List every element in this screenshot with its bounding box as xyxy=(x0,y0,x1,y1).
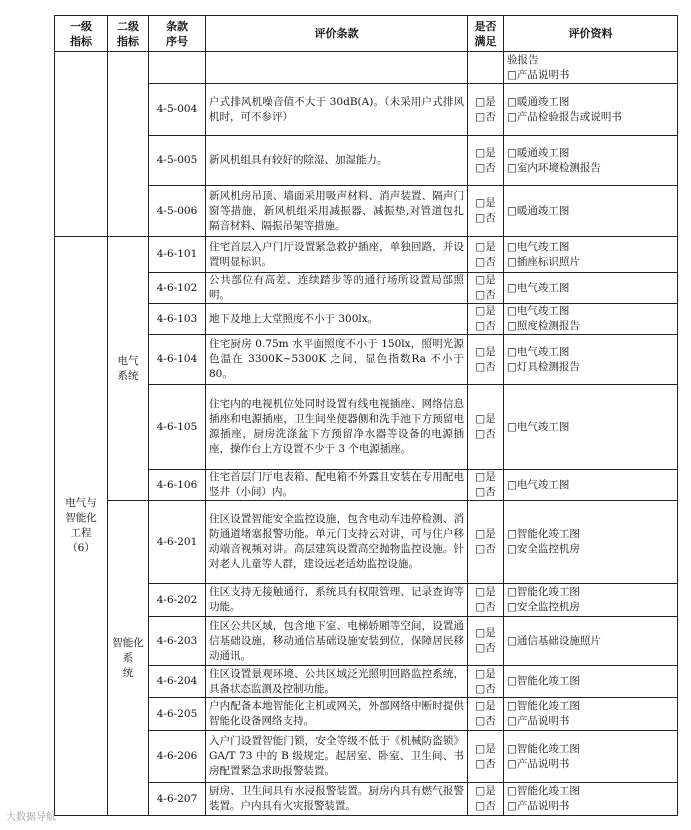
clause-text: 住区支持无接触通行，系统具有权限管理、记录查询等功能。 xyxy=(206,584,468,617)
table-row xyxy=(55,501,678,584)
no-checkbox[interactable]: □否 xyxy=(475,682,496,695)
material-checkbox[interactable]: □电气竣工图 xyxy=(507,478,570,491)
material-checkbox[interactable]: □产品说明书 xyxy=(507,757,570,770)
table-row xyxy=(55,136,678,186)
table-row xyxy=(55,783,678,816)
header-row xyxy=(55,16,678,52)
no-checkbox[interactable]: □否 xyxy=(475,486,496,498)
table-row xyxy=(55,52,678,84)
satisfied-check-cell xyxy=(468,470,504,501)
material-item: 验报告 xyxy=(507,53,539,66)
watermark-text: 大数据导航 xyxy=(6,812,56,823)
no-checkbox[interactable]: □否 xyxy=(475,255,496,268)
table-row xyxy=(55,84,678,136)
material-checkbox[interactable]: □插座标识照片 xyxy=(507,255,580,268)
header-satisfied: 是否 满足 xyxy=(468,16,504,52)
clause-code: 4-6-201 xyxy=(149,501,206,584)
clause-code: 4-5-004 xyxy=(149,84,206,136)
clause-code: 4-6-105 xyxy=(149,385,206,470)
satisfied-check-cell xyxy=(468,731,504,783)
satisfied-check-cell xyxy=(468,617,504,666)
table-row xyxy=(55,617,678,666)
materials-cell xyxy=(504,385,678,470)
yes-checkbox[interactable]: □是 xyxy=(475,742,496,755)
no-checkbox[interactable]: □否 xyxy=(475,800,496,812)
satisfied-check-cell xyxy=(468,385,504,470)
table-row xyxy=(55,470,678,501)
materials-cell xyxy=(504,273,678,304)
table-row xyxy=(55,385,678,470)
material-checkbox[interactable]: □暖通竣工图 xyxy=(507,95,570,108)
material-checkbox[interactable]: □通信基础设施照片 xyxy=(507,634,601,647)
materials-cell xyxy=(504,136,678,186)
materials-cell xyxy=(504,501,678,584)
materials-cell xyxy=(504,666,678,698)
materials-cell xyxy=(504,237,678,273)
yes-checkbox[interactable]: □是 xyxy=(475,274,496,286)
material-checkbox[interactable]: □产品说明书 xyxy=(507,715,570,727)
yes-checkbox[interactable]: □是 xyxy=(475,586,496,598)
table-row xyxy=(55,304,678,335)
clause-cell xyxy=(206,52,468,84)
material-checkbox[interactable]: □电气竣工图 xyxy=(507,281,570,294)
yes-checkbox[interactable]: □是 xyxy=(475,528,496,540)
clause-code: 4-6-101 xyxy=(149,237,206,273)
materials-cell xyxy=(504,186,678,237)
no-checkbox[interactable]: □否 xyxy=(475,320,496,332)
header-materials: 评价资料 xyxy=(504,16,678,52)
clause-text: 住宅首层入户门厅设置紧急救护插座，单独回路，并设置明显标识。 xyxy=(206,237,468,273)
table-row xyxy=(55,666,678,698)
clause-text: 住宅厨房 0.75m 水平面照度不小于 150lx，照明光源色温在 3300K~5300K 之间，显色指数Ra 不小于 80。 xyxy=(206,335,468,385)
clause-text: 住区设置智能安全监控设施，包含电动车违停检测、消防通道堵塞报警功能。单元门支持云对讲，可与住户移动端音视频对讲。高层建筑设置高空抛物监控设施。针对老人儿童等人群，建设远老适幼监控设施。 xyxy=(206,501,468,584)
clause-code: 4-5-006 xyxy=(149,186,206,237)
materials-cell xyxy=(504,731,678,783)
yes-checkbox[interactable]: □是 xyxy=(475,305,496,317)
yes-checkbox[interactable]: □是 xyxy=(475,785,496,797)
level1-cell-electrical-smart: 电气与 智能化 工程 （6） xyxy=(55,237,108,816)
table-row xyxy=(55,237,678,273)
level2-cell-hvac xyxy=(108,52,149,237)
header-level2: 二级 指标 xyxy=(108,16,149,52)
material-checkbox[interactable]: □智能化竣工图 xyxy=(507,700,580,712)
yes-checkbox[interactable]: □是 xyxy=(475,197,496,209)
material-checkbox[interactable]: □电气竣工图 xyxy=(507,345,570,358)
header-clause: 评价条款 xyxy=(206,16,468,52)
table-row xyxy=(55,584,678,617)
satisfied-check-cell xyxy=(468,273,504,304)
table-row xyxy=(55,698,678,731)
evaluation-table xyxy=(54,15,678,816)
table-row xyxy=(55,335,678,385)
yes-checkbox[interactable]: □是 xyxy=(475,667,496,680)
material-checkbox[interactable]: □暖通竣工图 xyxy=(507,146,570,159)
satisfied-check-cell xyxy=(468,186,504,237)
yes-checkbox[interactable]: □是 xyxy=(475,627,496,639)
clause-code: 4-6-205 xyxy=(149,698,206,731)
table-row xyxy=(55,731,678,783)
no-checkbox[interactable]: □否 xyxy=(475,757,496,770)
satisfied-check-cell xyxy=(468,698,504,731)
yes-checkbox[interactable]: □是 xyxy=(475,700,496,712)
material-checkbox[interactable]: □电气竣工图 xyxy=(507,305,570,317)
material-item: □产品说明书 xyxy=(507,68,570,81)
code-cell xyxy=(149,52,206,84)
satisfied-check-cell xyxy=(468,304,504,335)
satisfied-check-cell xyxy=(468,335,504,385)
material-checkbox[interactable]: □暖通竣工图 xyxy=(507,204,570,217)
no-checkbox[interactable]: □否 xyxy=(475,110,496,123)
clause-text: 地下及地上大堂照度不小于 300lx。 xyxy=(206,304,468,335)
clause-text: 新风机组具有较好的除湿、加湿能力。 xyxy=(206,136,468,186)
no-checkbox[interactable]: □否 xyxy=(475,642,496,654)
no-checkbox[interactable]: □否 xyxy=(475,360,496,373)
materials-cell xyxy=(504,617,678,666)
materials-cell xyxy=(504,470,678,501)
yes-checkbox[interactable]: □是 xyxy=(475,471,496,483)
no-checkbox[interactable]: □否 xyxy=(475,601,496,613)
clause-text: 住区设置景观环境、公共区域泛光照明回路监控系统，具备状态监测及控制功能。 xyxy=(206,666,468,698)
yes-checkbox[interactable]: □是 xyxy=(475,95,496,108)
level2-cell-smart: 智能化系 统 xyxy=(108,501,149,816)
clause-code: 4-6-103 xyxy=(149,304,206,335)
clause-text: 住区公共区域，包含地下室、电梯轿厢等空间，设置通信基础设施，移动通信基础设施安装到位，保障居民移动通讯。 xyxy=(206,617,468,666)
clause-code: 4-6-102 xyxy=(149,273,206,304)
materials-cell xyxy=(504,783,678,816)
material-checkbox[interactable]: □产品说明书 xyxy=(507,800,570,812)
material-checkbox[interactable]: □灯具检测报告 xyxy=(507,360,580,373)
clause-code: 4-6-106 xyxy=(149,470,206,501)
material-checkbox[interactable]: □电气竣工图 xyxy=(507,240,570,253)
material-checkbox[interactable]: □安全监控机房 xyxy=(507,601,580,613)
satisfied-check-cell xyxy=(468,584,504,617)
clause-code: 4-6-203 xyxy=(149,617,206,666)
clause-text: 入户门设置智能门锁，安全等级不低于《机械防盗锁》GA/T 73 中的 B 级规定。起居室、卧室、卫生间、书房配置紧急求助报警装置。 xyxy=(206,731,468,783)
yes-checkbox[interactable]: □是 xyxy=(475,240,496,253)
yes-checkbox[interactable]: □是 xyxy=(475,345,496,358)
materials-cell xyxy=(504,304,678,335)
materials-cell xyxy=(504,84,678,136)
clause-text: 住宅首层门厅电表箱、配电箱不外露且安装在专用配电竖井（小间）内。 xyxy=(206,470,468,501)
no-checkbox[interactable]: □否 xyxy=(475,161,496,174)
material-checkbox[interactable]: □智能化竣工图 xyxy=(507,785,580,797)
clause-text: 新风机房吊顶、墙面采用吸声材料、消声装置、隔声门窗等措施，新风机组采用减振器、减振垫,对管道包扎隔音材料、隔振吊架等措施。 xyxy=(206,186,468,237)
level2-cell-electrical: 电气 系统 xyxy=(108,237,149,501)
satisfied-check-cell xyxy=(468,783,504,816)
clause-text: 户内配备本地智能化主机或网关，外部网络中断时提供智能化设备网络支持。 xyxy=(206,698,468,731)
materials-cell xyxy=(504,52,678,84)
no-checkbox[interactable]: □否 xyxy=(475,212,496,224)
material-checkbox[interactable]: □照度检测报告 xyxy=(507,320,580,332)
material-checkbox[interactable]: □智能化竣工图 xyxy=(507,742,580,755)
clause-text: 住宅内的电视机位处同时设置有线电视插座、网络信息插座和电源插座，卫生间坐便器侧和洗手池下方预留电源插座，厨房洗涤盆下方预留净水器等设备的电源插座，操作台上方设置不少于 3 个电源插座。 xyxy=(206,385,468,470)
clause-code: 4-6-207 xyxy=(149,783,206,816)
check-cell xyxy=(468,52,504,84)
clause-code: 4-5-005 xyxy=(149,136,206,186)
materials-cell xyxy=(504,584,678,617)
no-checkbox[interactable]: □否 xyxy=(475,289,496,301)
yes-checkbox[interactable]: □是 xyxy=(475,146,496,159)
clause-text: 户式排风机噪音值不大于 30dB(A)。（未采用户式排风机时，可不参评） xyxy=(206,84,468,136)
satisfied-check-cell xyxy=(468,501,504,584)
yes-checkbox[interactable]: □是 xyxy=(475,413,496,425)
no-checkbox[interactable]: □否 xyxy=(475,543,496,555)
material-checkbox[interactable]: □安全监控机房 xyxy=(507,543,580,555)
material-checkbox[interactable]: □智能化竣工图 xyxy=(507,528,580,540)
clause-code: 4-6-104 xyxy=(149,335,206,385)
satisfied-check-cell xyxy=(468,666,504,698)
material-checkbox[interactable]: □智能化竣工图 xyxy=(507,586,580,598)
materials-cell xyxy=(504,335,678,385)
no-checkbox[interactable]: □否 xyxy=(475,428,496,440)
table-row xyxy=(55,273,678,304)
table-row xyxy=(55,186,678,237)
material-checkbox[interactable]: □智能化竣工图 xyxy=(507,675,580,687)
clause-code: 4-6-206 xyxy=(149,731,206,783)
no-checkbox[interactable]: □否 xyxy=(475,715,496,727)
header-level1: 一级 指标 xyxy=(55,16,108,52)
satisfied-check-cell xyxy=(468,84,504,136)
clause-text: 厨房、卫生间具有水浸报警装置。厨房内具有燃气报警装置。户内具有火灾报警装置。 xyxy=(206,783,468,816)
materials-cell xyxy=(504,698,678,731)
clause-text: 公共部位有高差、连续踏步等的通行场所设置局部照明。 xyxy=(206,273,468,304)
clause-code: 4-6-202 xyxy=(149,584,206,617)
material-checkbox[interactable]: □产品检验报告或说明书 xyxy=(507,110,622,123)
header-code: 条款 序号 xyxy=(149,16,206,52)
satisfied-check-cell xyxy=(468,136,504,186)
level1-cell-hvac xyxy=(55,52,108,237)
satisfied-check-cell xyxy=(468,237,504,273)
clause-code: 4-6-204 xyxy=(149,666,206,698)
material-checkbox[interactable]: □电气竣工图 xyxy=(507,420,570,433)
material-checkbox[interactable]: □室内环境检测报告 xyxy=(507,161,601,174)
